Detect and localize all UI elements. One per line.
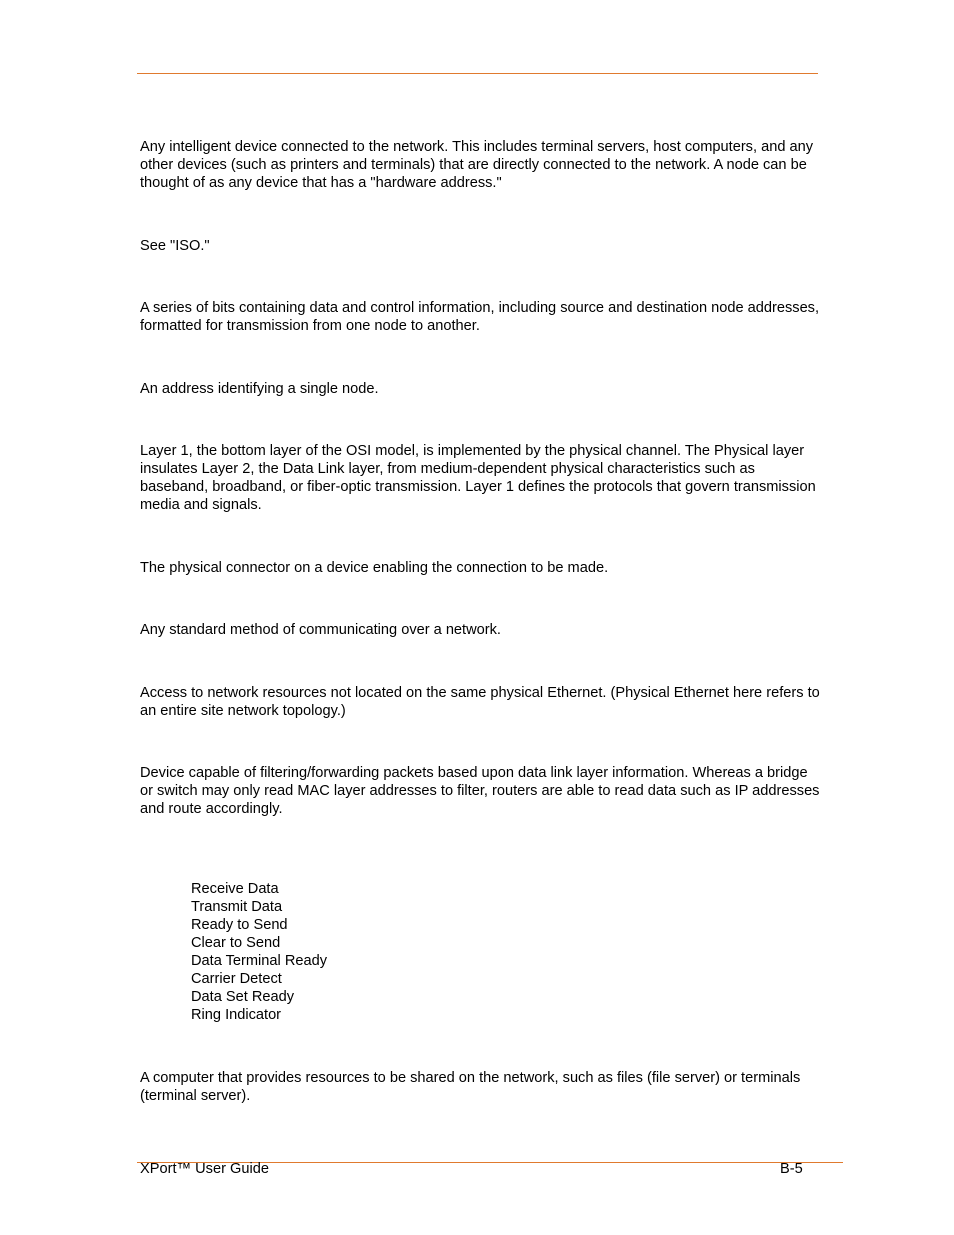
definition-server: A computer that provides resources to be shared on the network, such as files (file server) or terminals (terminal server). bbox=[140, 1070, 801, 1104]
list-item: Data Set Ready bbox=[191, 989, 295, 1005]
list-item: Data Terminal Ready bbox=[191, 953, 328, 969]
definition-port: The physical connector on a device enabling the connection to be made. bbox=[140, 560, 609, 576]
definition-protocol: Any standard method of communicating over a network. bbox=[140, 622, 501, 638]
list-item: Receive Data bbox=[191, 881, 279, 897]
definition-physical-address: An address identifying a single node. bbox=[140, 381, 379, 397]
definition-packet: A series of bits containing data and control information, including source and destination node addresses, formatted for transmission from one node to another. bbox=[140, 300, 820, 334]
definition-node: Any intelligent device connected to the network. This includes terminal servers, host computers, and any other devices (such as printers and terminals) that are directly connected to the network. A node can be thought of as any device that has a "hardware address." bbox=[140, 139, 814, 191]
header-rule bbox=[137, 73, 818, 74]
list-item: Clear to Send bbox=[191, 935, 281, 951]
list-item: Carrier Detect bbox=[191, 971, 282, 987]
footer-title: XPort™ User Guide bbox=[140, 1161, 269, 1177]
list-item: Ring Indicator bbox=[191, 1007, 282, 1023]
page-number: B-5 bbox=[780, 1161, 803, 1177]
definition-remote-access: Access to network resources not located on the same physical Ethernet. (Physical Ethernet here refers to an entire site network topology.) bbox=[140, 685, 820, 719]
list-item: Ready to Send bbox=[191, 917, 288, 933]
rs232-signal-list bbox=[191, 880, 327, 1024]
list-item: Transmit Data bbox=[191, 899, 283, 915]
definition-osi: See "ISO." bbox=[140, 238, 210, 254]
definition-physical-layer: Layer 1, the bottom layer of the OSI model, is implemented by the physical channel. The Physical layer insulates Layer 2, the Data Link layer, from medium-dependent physical characteristics such as baseband, broadband, or fiber-optic transmission. Layer 1 defines the protocols that govern transmission media and signals. bbox=[140, 443, 816, 513]
definition-router: Device capable of filtering/forwarding packets based upon data link layer information. Whereas a bridge or switch may only read MAC layer addresses to filter, routers are able to read data such as IP addresses and route accordingly. bbox=[140, 765, 820, 817]
